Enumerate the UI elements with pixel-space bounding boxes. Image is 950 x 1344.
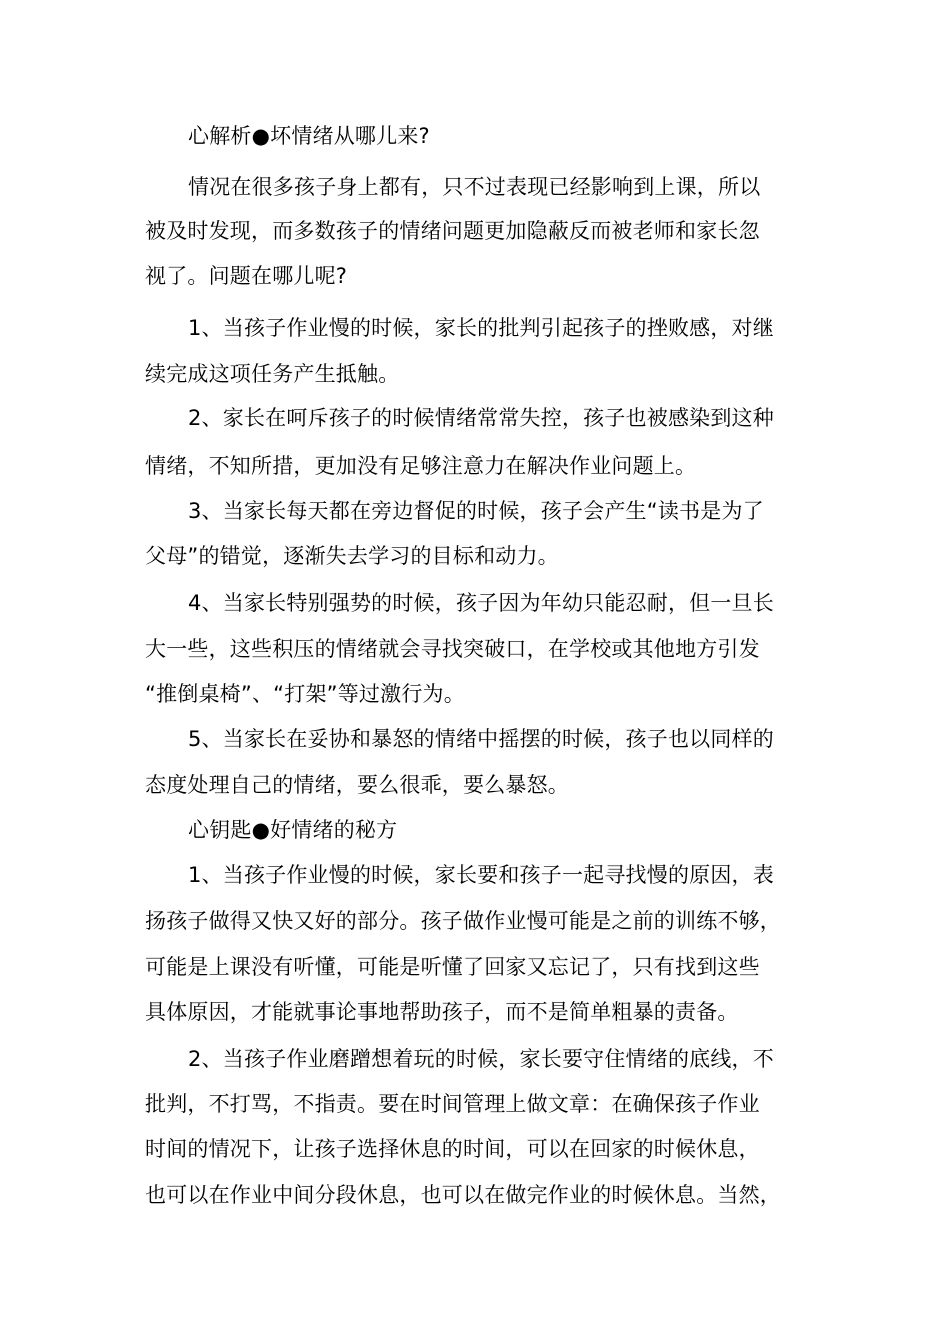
list-item-line: “推倒桌椅”、“打架”等过激行为。 xyxy=(145,682,465,706)
list-item-line: 可能是上课没有听懂，可能是听懂了回家又忘记了，只有找到这些 xyxy=(145,955,760,979)
list-item-line: 5、当家长在妥协和暴怒的情绪中摇摆的时候，孩子也以同样的 xyxy=(188,727,774,751)
paragraph-line: 情况在很多孩子身上都有，只不过表现已经影响到上课，所以 xyxy=(188,175,761,199)
list-item-line: 父母”的错觉，逐渐失去学习的目标和动力。 xyxy=(145,544,559,568)
list-item-line: 3、当家长每天都在旁边督促的时候，孩子会产生“读书是为了 xyxy=(188,499,764,523)
list-item-line: 1、当孩子作业慢的时候，家长要和孩子一起寻找慢的原因，表 xyxy=(188,863,774,887)
list-item-line: 1、当孩子作业慢的时候，家长的批判引起孩子的挫败感，对继 xyxy=(188,316,774,340)
section-heading-key: 心钥匙●好情绪的秘方 xyxy=(188,818,398,842)
paragraph-line: 视了。问题在哪儿呢? xyxy=(145,264,348,288)
list-item-line: 大一些，这些积压的情绪就会寻找突破口，在学校或其他地方引发 xyxy=(145,637,760,661)
paragraph-line: 被及时发现，而多数孩子的情绪问题更加隐蔽反而被老师和家长忽 xyxy=(145,219,760,243)
list-item-line: 态度处理自己的情绪，要么很乖，要么暴怒。 xyxy=(145,773,569,797)
section-heading-analysis: 心解析●坏情绪从哪儿来? xyxy=(188,124,430,148)
list-item-line: 情绪，不知所措，更加没有足够注意力在解决作业问题上。 xyxy=(145,454,697,478)
list-item-line: 续完成这项任务产生抵触。 xyxy=(145,362,400,386)
list-item-line: 扬孩子做得又快又好的部分。孩子做作业慢可能是之前的训练不够， xyxy=(145,909,781,933)
list-item-line: 2、当孩子作业磨蹭想着玩的时候，家长要守住情绪的底线，不 xyxy=(188,1047,774,1071)
list-item-line: 具体原因，才能就事论事地帮助孩子，而不是简单粗暴的责备。 xyxy=(145,1000,739,1024)
list-item-line: 批判，不打骂，不指责。要在时间管理上做文章：在确保孩子作业 xyxy=(145,1092,760,1116)
list-item-line: 2、家长在呵斥孩子的时候情绪常常失控，孩子也被感染到这种 xyxy=(188,406,774,430)
list-item-line: 4、当家长特别强势的时候，孩子因为年幼只能忍耐，但一旦长 xyxy=(188,591,774,615)
list-item-line: 时间的情况下，让孩子选择休息的时间，可以在回家的时候休息， xyxy=(145,1137,760,1161)
list-item-line: 也可以在作业中间分段休息，也可以在做完作业的时候休息。当然， xyxy=(145,1183,781,1207)
